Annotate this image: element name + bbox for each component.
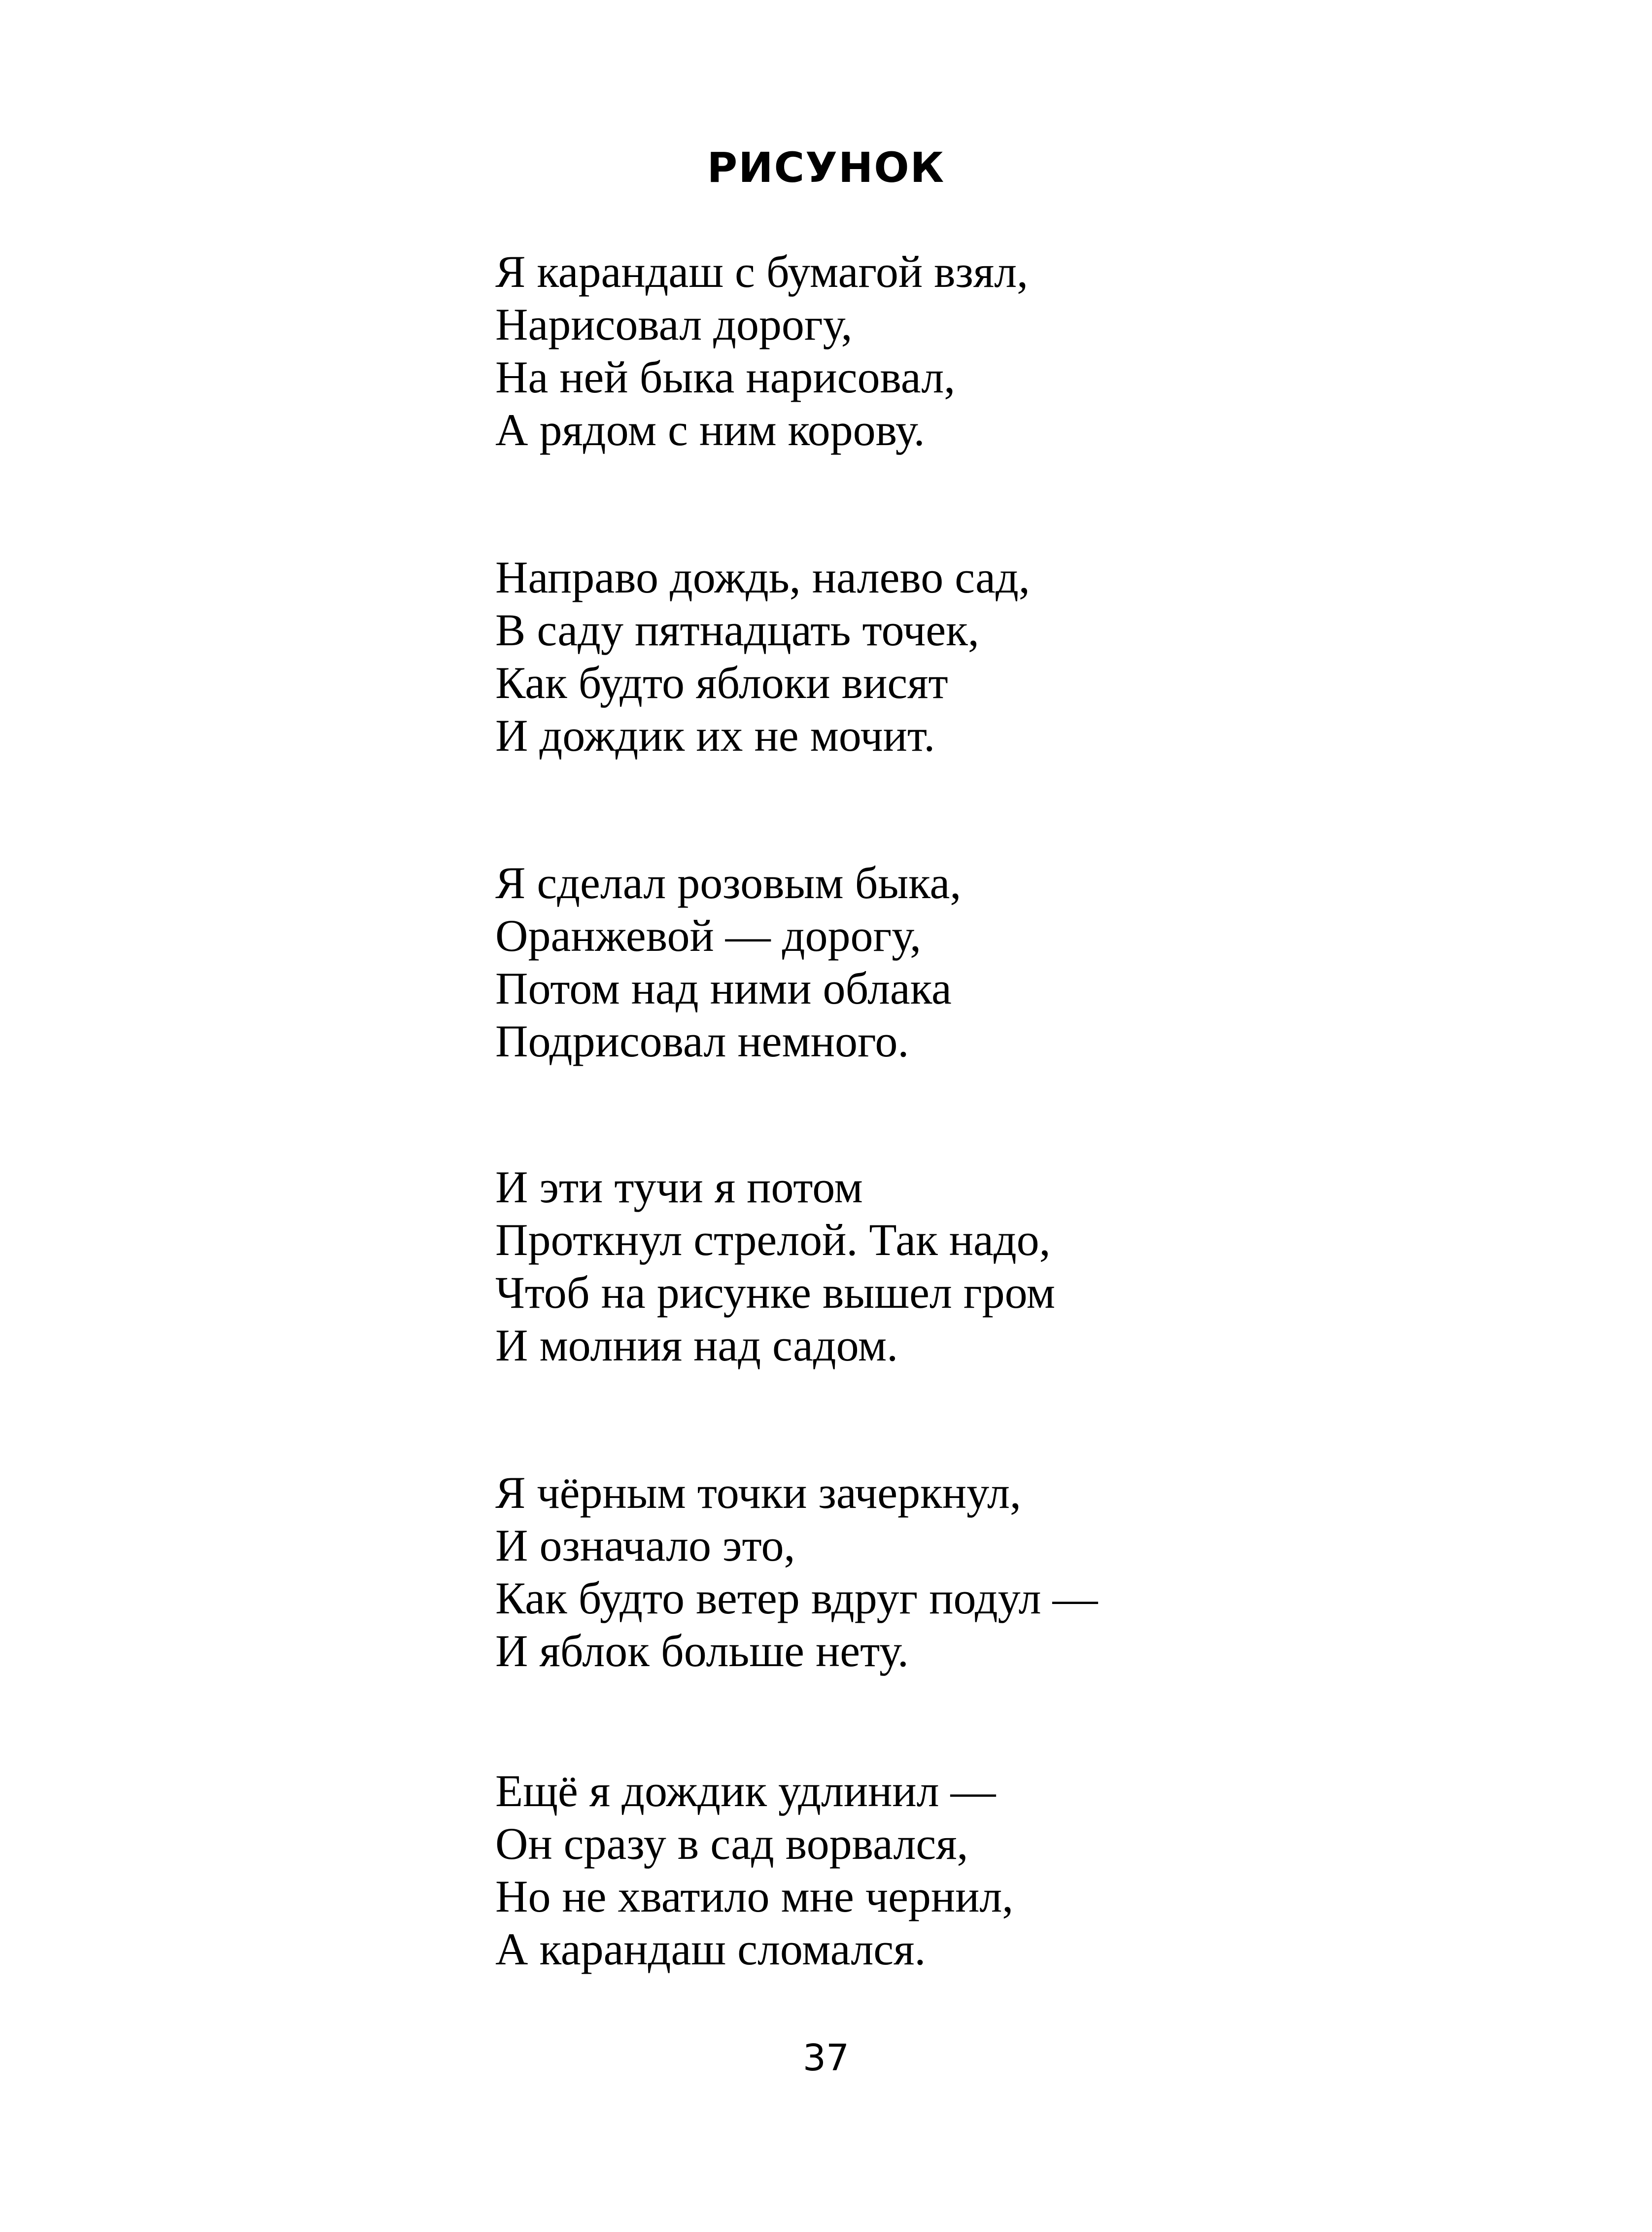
poem-line: Я сделал розовым быка, <box>495 858 962 908</box>
poem-line: Как будто яблоки висят <box>495 658 948 708</box>
stanza-5 <box>495 1466 1098 1677</box>
poem-title: РИСУНОК <box>707 143 945 192</box>
stanza-4 <box>495 1161 1055 1372</box>
poem-line: И означало это, <box>495 1520 795 1570</box>
poem-line: Нарисовал дорогу, <box>495 299 853 349</box>
poem-line: Направо дождь, налево сад, <box>495 552 1030 602</box>
stanza-2 <box>495 551 1030 762</box>
poem-line: А карандаш сломался. <box>495 1924 926 1974</box>
poem-line: Я чёрным точки зачеркнул, <box>495 1467 1021 1518</box>
poem-line: Подрисовал немного. <box>495 1016 909 1066</box>
poem-line: Потом над ними облака <box>495 963 952 1013</box>
poem-line: На ней быка нарисовал, <box>495 352 956 402</box>
poem-line: И молния над садом. <box>495 1320 898 1370</box>
poem-line: В саду пятнадцать точек, <box>495 605 979 655</box>
poem-line: Как будто ветер вдруг подул — <box>495 1573 1098 1623</box>
poem-line: Оранжевой — дорогу, <box>495 910 922 961</box>
poem-line: Он сразу в сад ворвался, <box>495 1818 968 1869</box>
poem-line: И яблок больше нету. <box>495 1626 909 1676</box>
poem-line: Проткнул стрелой. Так надо, <box>495 1215 1051 1265</box>
poem-line: И эти тучи я потом <box>495 1162 863 1212</box>
poem-line: Но не хватило мне чернил, <box>495 1871 1014 1921</box>
poem-line: Я карандаш с бумагой взял, <box>495 246 1029 297</box>
stanza-1 <box>495 245 1028 456</box>
stanza-3 <box>495 857 961 1068</box>
poem-line: Чтоб на рисунке вышел гром <box>495 1267 1056 1318</box>
stanza-6 <box>495 1765 1013 1976</box>
page-number: 37 <box>802 2037 850 2079</box>
poem-line: А рядом с ним корову. <box>495 405 925 455</box>
poem-line: Ещё я дождик удлинил — <box>495 1766 996 1816</box>
poem-line: И дождик их не мочит. <box>495 710 935 761</box>
